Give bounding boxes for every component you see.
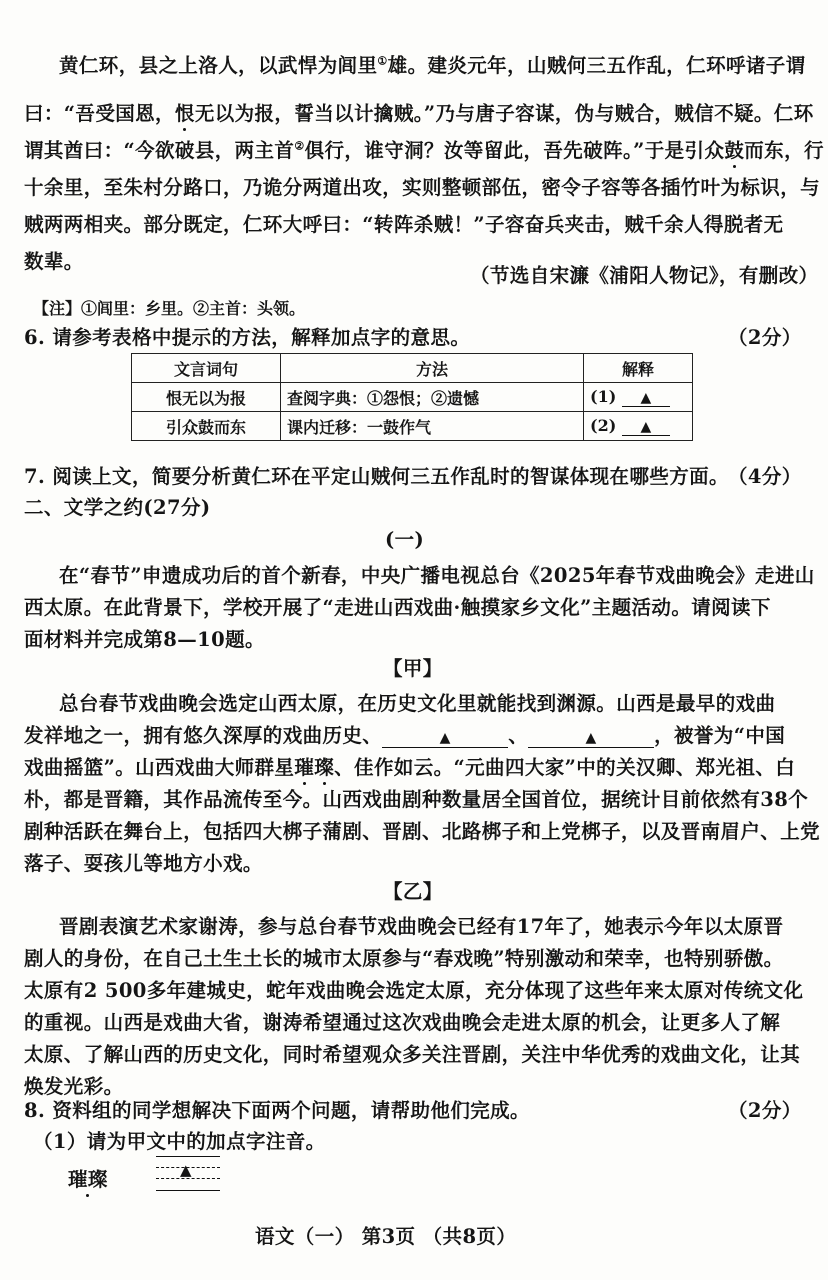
q8-text: 8. 资料组的同学想解决下面两个问题，请帮助他们完成。 [24, 1099, 530, 1122]
passage-line-6: 数辈。 [24, 250, 84, 273]
answer-blank[interactable] [622, 389, 670, 407]
passage-line-5: 贼两两相夹。部分既定，仁环大呼曰：“转阵杀贼！”子容奋兵夹击，贼千余人得脱者无 [24, 213, 784, 236]
jia-title: 【甲】 [383, 657, 443, 680]
pinyin-answer-box[interactable] [156, 1156, 220, 1192]
page-footer: 语文（一） 第3页 （共8页） [255, 1225, 517, 1248]
jia-line-3: 戏曲摇篮”。山西戏曲大师群星璀璨、佳作如云。“元曲四大家”中的关汉卿、郑光祖、白 [24, 756, 796, 779]
yi-line-4: 的重视。山西是戏曲大省，谢涛希望通过这次戏曲晚会走进太原的机会，让更多人了解 [24, 1011, 781, 1034]
table-header-answer: 解释 [584, 354, 693, 383]
yi-line-5: 太原、了解山西的历史文化，同时希望观众多关注晋剧，关注中华优秀的戏曲文化，让其 [24, 1043, 801, 1066]
jia-line-5: 剧种活跃在舞台上，包括四大梆子蒲剧、晋剧、北路梆子和上党梆子，以及晋南眉户、上党 [24, 820, 821, 843]
pinyin-word [68, 1164, 108, 1192]
passage-source: （节选自宋濂《浦阳人物记》，有删改） [470, 264, 819, 287]
triangle-icon: ▲ [585, 730, 597, 746]
passage-line-2: 曰：“吾受国恩，恨无以为报，誓当以计擒贼。”乃与唐子容谋，伪与贼合，贼信不疑。仁环 [24, 102, 814, 125]
jia-line-1: 总台春节戏曲晚会选定山西太原，在历史文化里就能找到渊源。山西是最早的戏曲 [59, 692, 776, 715]
q8-score: （2分） [728, 1099, 802, 1122]
answer-blank[interactable] [622, 418, 670, 436]
jia-line-6: 落子、耍孩儿等地方小戏。 [24, 852, 263, 875]
table-row-2-answer[interactable] [584, 412, 693, 441]
triangle-icon: ▲ [439, 730, 451, 746]
table-row-1-phrase: 恨无以为报 [132, 383, 281, 412]
table-row-1-method: 查阅字典：①怨恨；②遗憾 [281, 383, 584, 412]
jia-line-2 [24, 720, 785, 748]
passage-line-1: 黄仁环，县之上洛人，以武悍为闾里①雄。建炎元年，山贼何三五作乱，仁环呼诸子谓 [59, 54, 806, 77]
pinyin-word-text: 璀璨 [68, 1168, 108, 1191]
yi-title: 【乙】 [383, 880, 443, 903]
fill-blank-1[interactable] [382, 727, 508, 748]
jia-line-2-start: 发祥地之一，拥有悠久深厚的戏曲历史、 [24, 724, 383, 747]
q8-sub1: （1）请为甲文中的加点字注音。 [33, 1130, 326, 1153]
q7-text: 7. 阅读上文，简要分析黄仁环在平定山贼何三五作乱时的智谋体现在哪些方面。 [24, 465, 729, 488]
table-row-2-method: 课内迁移：一鼓作气 [281, 412, 584, 441]
passage-line-3: 谓其酋曰：“今欲破县，两主首②俱行，谁守洞？汝等留此，吾先破阵。”于是引众鼓而东，行 [24, 139, 824, 162]
table-row-1-answer[interactable] [584, 383, 693, 412]
answer-number: (2) [590, 416, 617, 435]
passage-line-4: 十余里，至朱村分路口，乃诡分两道出攻，实则整顿部伍，密令子容等各插竹叶为标识，与 [24, 176, 821, 199]
triangle-icon: ▲ [640, 419, 652, 435]
table-row-2-phrase: 引众鼓而东 [132, 412, 281, 441]
table-header-method: 方法 [281, 354, 584, 383]
jia-line-4: 朴，都是晋籍，其作品流传至今。山西戏曲剧种数量居全国首位，据统计目前依然有38个 [24, 788, 809, 811]
method-table [131, 353, 693, 441]
q7-score: （4分） [728, 465, 802, 488]
intro-line-1: 在“春节”申遗成功后的首个新春，中央广播电视总台《2025年春节戏曲晚会》走进山 [59, 564, 815, 587]
yi-line-6: 焕发光彩。 [24, 1075, 124, 1098]
jia-line-2-end: ，被誉为“中国 [654, 724, 786, 747]
answer-number: (1) [590, 387, 617, 406]
table-row [132, 383, 693, 412]
table-row [132, 412, 693, 441]
table-header-phrase: 文言词句 [132, 354, 281, 383]
passage-note: 【注】①闾里：乡里。②主首：头领。 [33, 299, 306, 318]
jia-separator: 、 [508, 724, 529, 747]
q6-text: 6. 请参考表格中提示的方法，解释加点字的意思。 [24, 326, 471, 349]
fill-blank-2[interactable] [528, 727, 654, 748]
triangle-icon: ▲ [640, 390, 652, 406]
yi-line-3: 太原有2 500多年建城史，蛇年戏曲晚会选定太原，充分体现了这些年来太原对传统文化 [24, 979, 804, 1002]
intro-line-2: 西太原。在此背景下，学校开展了“走进山西戏曲·触摸家乡文化”主题活动。请阅读下 [24, 596, 771, 619]
part-number: (一) [385, 528, 425, 551]
section-title: 二、文学之约(27分) [24, 496, 211, 519]
yi-line-2: 剧人的身份，在自己土生土长的城市太原参与“春戏晚”特别激动和荣幸，也特别骄傲。 [24, 947, 784, 970]
yi-line-1: 晋剧表演艺术家谢涛，参与总台春节戏曲晚会已经有17年了，她表示今年以太原晋 [59, 915, 784, 938]
table-header-row [132, 354, 693, 383]
q6-score: （2分） [728, 326, 802, 349]
intro-line-3: 面材料并完成第8—10题。 [24, 628, 265, 651]
triangle-icon: ▲ [180, 1161, 192, 1179]
